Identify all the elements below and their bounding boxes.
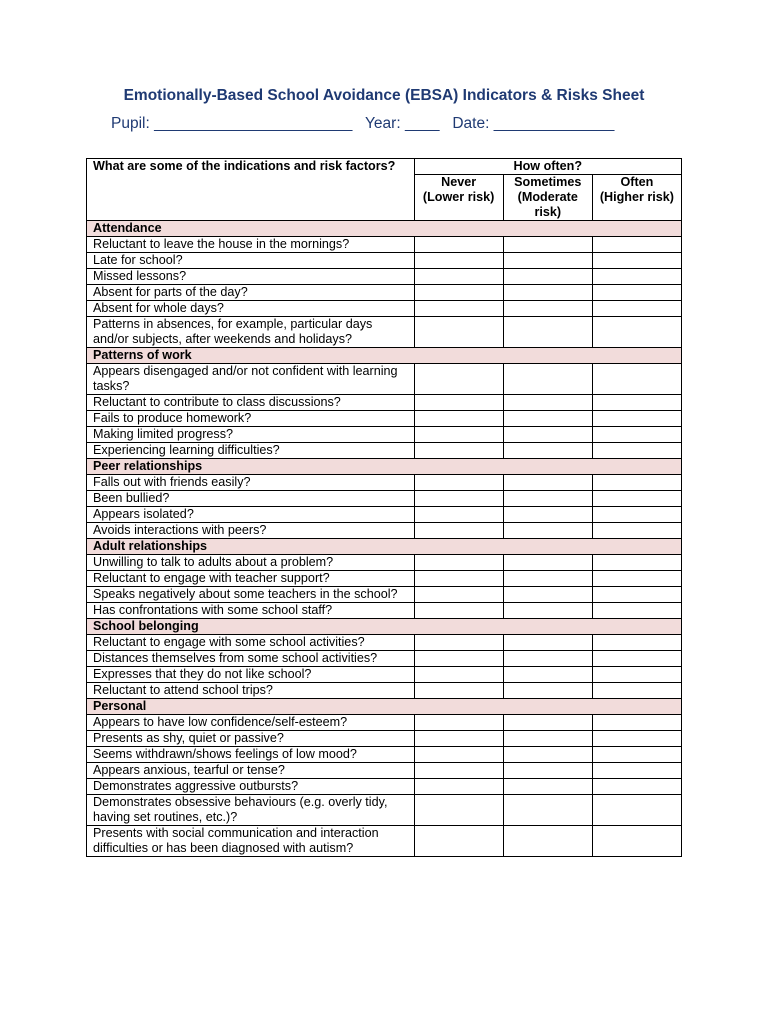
table-row: [87, 763, 682, 779]
table-row: [87, 667, 682, 683]
frequency-cell-never[interactable]: [414, 491, 503, 507]
frequency-cell-sometimes[interactable]: [503, 826, 592, 857]
frequency-cell-never[interactable]: [414, 651, 503, 667]
section-title: Adult relationships: [87, 539, 682, 555]
frequency-cell-often[interactable]: [592, 571, 681, 587]
table-row: [87, 364, 682, 395]
table-row: [87, 285, 682, 301]
frequency-cell-sometimes[interactable]: [503, 411, 592, 427]
frequency-cell-never[interactable]: [414, 635, 503, 651]
frequency-cell-sometimes[interactable]: [503, 427, 592, 443]
date-label: Date:: [452, 115, 490, 132]
indicator-question: Patterns in absences, for example, particular days and/or subjects, after weekends and holidays?: [87, 317, 415, 348]
section-title: School belonging: [87, 619, 682, 635]
frequency-cell-often[interactable]: [592, 301, 681, 317]
indicator-question: Reluctant to attend school trips?: [87, 683, 415, 699]
indicator-question: Reluctant to leave the house in the mornings?: [87, 237, 415, 253]
frequency-cell-never[interactable]: [414, 763, 503, 779]
frequency-risk: (Lower risk): [422, 190, 495, 204]
frequency-cell-never[interactable]: [414, 443, 503, 459]
indicator-question: Fails to produce homework?: [87, 411, 415, 427]
section-row: [87, 619, 682, 635]
table-row: [87, 779, 682, 795]
indicator-question: Demonstrates obsessive behaviours (e.g. overly tidy, having set routines, etc.)?: [87, 795, 415, 826]
frequency-cell-often[interactable]: [592, 427, 681, 443]
frequency-cell-often[interactable]: [592, 731, 681, 747]
indicator-question: Demonstrates aggressive outbursts?: [87, 779, 415, 795]
section-row: [87, 221, 682, 237]
section-row: [87, 459, 682, 475]
frequency-cell-sometimes[interactable]: [503, 747, 592, 763]
section-title: Personal: [87, 699, 682, 715]
frequency-cell-sometimes[interactable]: [503, 779, 592, 795]
frequency-cell-sometimes[interactable]: [503, 763, 592, 779]
table-row: [87, 635, 682, 651]
frequency-cell-never[interactable]: [414, 364, 503, 395]
frequency-cell-never[interactable]: [414, 301, 503, 317]
indicator-question: Appears isolated?: [87, 507, 415, 523]
frequency-cell-sometimes[interactable]: [503, 491, 592, 507]
table-row: [87, 587, 682, 603]
frequency-header-often: [592, 175, 681, 221]
frequency-cell-sometimes[interactable]: [503, 683, 592, 699]
frequency-cell-sometimes[interactable]: [503, 507, 592, 523]
frequency-header-sometimes: [503, 175, 592, 221]
frequency-cell-never[interactable]: [414, 427, 503, 443]
frequency-cell-often[interactable]: [592, 395, 681, 411]
frequency-cell-often[interactable]: [592, 237, 681, 253]
frequency-cell-sometimes[interactable]: [503, 795, 592, 826]
frequency-cell-often[interactable]: [592, 587, 681, 603]
frequency-risk: (Higher risk): [599, 190, 674, 204]
frequency-cell-often[interactable]: [592, 317, 681, 348]
table-row: [87, 317, 682, 348]
frequency-cell-never[interactable]: [414, 475, 503, 491]
indicator-question: Missed lessons?: [87, 269, 415, 285]
frequency-cell-often[interactable]: [592, 747, 681, 763]
frequency-cell-sometimes[interactable]: [503, 475, 592, 491]
frequency-cell-never[interactable]: [414, 603, 503, 619]
indicator-question: Experiencing learning difficulties?: [87, 443, 415, 459]
table-row: [87, 427, 682, 443]
frequency-cell-never[interactable]: [414, 747, 503, 763]
frequency-label: Never: [441, 175, 477, 189]
frequency-cell-never[interactable]: [414, 269, 503, 285]
frequency-cell-never[interactable]: [414, 795, 503, 826]
frequency-cell-sometimes[interactable]: [503, 317, 592, 348]
section-title: Patterns of work: [87, 348, 682, 364]
table-row: [87, 747, 682, 763]
frequency-label: Often: [620, 175, 654, 189]
frequency-cell-never[interactable]: [414, 395, 503, 411]
frequency-cell-never[interactable]: [414, 555, 503, 571]
pupil-label: Pupil:: [111, 115, 150, 132]
frequency-cell-often[interactable]: [592, 667, 681, 683]
table-row: [87, 443, 682, 459]
indicator-question: Presents as shy, quiet or passive?: [87, 731, 415, 747]
indicator-question: Reluctant to engage with some school activities?: [87, 635, 415, 651]
pupil-blank: _______________________: [154, 115, 353, 132]
table-row: [87, 253, 682, 269]
section-title: Peer relationships: [87, 459, 682, 475]
frequency-cell-sometimes[interactable]: [503, 269, 592, 285]
frequency-cell-often[interactable]: [592, 795, 681, 826]
indicator-question: Unwilling to talk to adults about a problem?: [87, 555, 415, 571]
frequency-cell-never[interactable]: [414, 731, 503, 747]
table-row: [87, 715, 682, 731]
frequency-cell-sometimes[interactable]: [503, 731, 592, 747]
frequency-cell-sometimes[interactable]: [503, 571, 592, 587]
question-header: What are some of the indications and risk factors?: [87, 159, 415, 221]
frequency-cell-often[interactable]: [592, 635, 681, 651]
indicator-question: Appears disengaged and/or not confident with learning tasks?: [87, 364, 415, 395]
frequency-cell-often[interactable]: [592, 507, 681, 523]
frequency-cell-sometimes[interactable]: [503, 603, 592, 619]
frequency-cell-never[interactable]: [414, 285, 503, 301]
frequency-cell-often[interactable]: [592, 523, 681, 539]
indicator-question: Appears anxious, tearful or tense?: [87, 763, 415, 779]
frequency-cell-often[interactable]: [592, 651, 681, 667]
frequency-cell-never[interactable]: [414, 826, 503, 857]
table-row: [87, 571, 682, 587]
frequency-cell-never[interactable]: [414, 779, 503, 795]
frequency-cell-often[interactable]: [592, 603, 681, 619]
indicator-question: Expresses that they do not like school?: [87, 667, 415, 683]
header-row-top: [87, 159, 682, 175]
frequency-cell-never[interactable]: [414, 253, 503, 269]
table-row: [87, 507, 682, 523]
year-blank: ____: [404, 115, 440, 132]
table-row: [87, 523, 682, 539]
table-row: [87, 475, 682, 491]
frequency-cell-never[interactable]: [414, 523, 503, 539]
indicator-question: Seems withdrawn/shows feelings of low mood?: [87, 747, 415, 763]
section-title: Attendance: [87, 221, 682, 237]
table-row: [87, 651, 682, 667]
frequency-cell-never[interactable]: [414, 715, 503, 731]
frequency-cell-sometimes[interactable]: [503, 715, 592, 731]
frequency-cell-never[interactable]: [414, 667, 503, 683]
pupil-info-line: [111, 115, 614, 133]
page-title: Emotionally-Based School Avoidance (EBSA) Indicators & Risks Sheet: [123, 87, 645, 104]
frequency-cell-often[interactable]: [592, 475, 681, 491]
frequency-cell-often[interactable]: [592, 491, 681, 507]
year-label: Year:: [365, 115, 401, 132]
frequency-cell-often[interactable]: [592, 285, 681, 301]
frequency-cell-never[interactable]: [414, 317, 503, 348]
frequency-cell-often[interactable]: [592, 779, 681, 795]
indicator-question: Making limited progress?: [87, 427, 415, 443]
frequency-risk: (Moderate risk): [517, 190, 578, 219]
section-row: [87, 348, 682, 364]
indicator-question: Reluctant to contribute to class discussions?: [87, 395, 415, 411]
frequency-cell-sometimes[interactable]: [503, 443, 592, 459]
frequency-cell-sometimes[interactable]: [503, 587, 592, 603]
table-row: [87, 237, 682, 253]
indicator-question: Has confrontations with some school staff?: [87, 603, 415, 619]
indicators-table: [86, 158, 682, 857]
frequency-cell-sometimes[interactable]: [503, 285, 592, 301]
frequency-cell-never[interactable]: [414, 507, 503, 523]
indicator-question: Absent for whole days?: [87, 301, 415, 317]
frequency-cell-sometimes[interactable]: [503, 301, 592, 317]
indicator-question: Distances themselves from some school activities?: [87, 651, 415, 667]
section-row: [87, 539, 682, 555]
section-row: [87, 699, 682, 715]
table-row: [87, 395, 682, 411]
frequency-cell-never[interactable]: [414, 683, 503, 699]
table-row: [87, 731, 682, 747]
frequency-cell-often[interactable]: [592, 763, 681, 779]
frequency-cell-often[interactable]: [592, 555, 681, 571]
frequency-cell-often[interactable]: [592, 253, 681, 269]
frequency-cell-never[interactable]: [414, 237, 503, 253]
frequency-cell-never[interactable]: [414, 411, 503, 427]
frequency-cell-sometimes[interactable]: [503, 237, 592, 253]
frequency-cell-often[interactable]: [592, 826, 681, 857]
indicator-question: Speaks negatively about some teachers in the school?: [87, 587, 415, 603]
frequency-cell-often[interactable]: [592, 443, 681, 459]
frequency-cell-sometimes[interactable]: [503, 523, 592, 539]
table-row: [87, 795, 682, 826]
frequency-cell-sometimes[interactable]: [503, 253, 592, 269]
frequency-cell-often[interactable]: [592, 269, 681, 285]
table-row: [87, 555, 682, 571]
frequency-cell-often[interactable]: [592, 364, 681, 395]
table-row: [87, 683, 682, 699]
frequency-cell-never[interactable]: [414, 571, 503, 587]
indicator-question: Absent for parts of the day?: [87, 285, 415, 301]
frequency-cell-sometimes[interactable]: [503, 555, 592, 571]
frequency-cell-sometimes[interactable]: [503, 395, 592, 411]
indicators-body: [87, 221, 682, 857]
frequency-cell-sometimes[interactable]: [503, 364, 592, 395]
frequency-cell-sometimes[interactable]: [503, 667, 592, 683]
frequency-cell-often[interactable]: [592, 411, 681, 427]
table-row: [87, 269, 682, 285]
frequency-cell-often[interactable]: [592, 715, 681, 731]
table-row: [87, 411, 682, 427]
frequency-cell-sometimes[interactable]: [503, 651, 592, 667]
frequency-cell-never[interactable]: [414, 587, 503, 603]
table-row: [87, 491, 682, 507]
table-row: [87, 603, 682, 619]
frequency-cell-sometimes[interactable]: [503, 635, 592, 651]
indicator-question: Reluctant to engage with teacher support?: [87, 571, 415, 587]
indicator-question: Presents with social communication and interaction difficulties or has been diagnosed with autism?: [87, 826, 415, 857]
frequency-label: Sometimes: [514, 175, 582, 189]
indicator-question: Avoids interactions with peers?: [87, 523, 415, 539]
table-row: [87, 301, 682, 317]
indicator-question: Appears to have low confidence/self-esteem?: [87, 715, 415, 731]
frequency-header-never: [414, 175, 503, 221]
frequency-cell-often[interactable]: [592, 683, 681, 699]
date-blank: ______________: [493, 115, 615, 132]
how-often-header: How often?: [414, 159, 681, 175]
indicator-question: Been bullied?: [87, 491, 415, 507]
table-row: [87, 826, 682, 857]
indicator-question: Late for school?: [87, 253, 415, 269]
indicator-question: Falls out with friends easily?: [87, 475, 415, 491]
